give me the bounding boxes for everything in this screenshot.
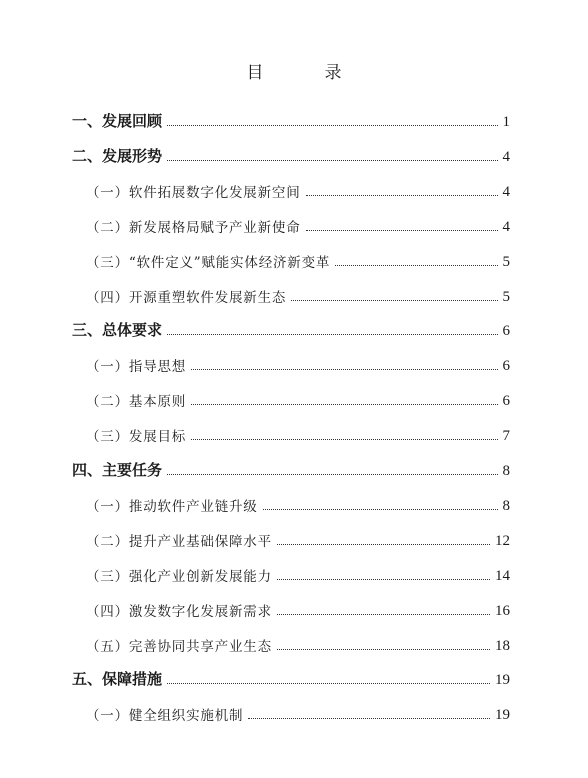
toc-chapter-entry[interactable] [72,107,510,131]
toc-entry-label: 四、主要任务 [72,461,163,479]
toc-chapter-entry[interactable] [72,665,510,689]
toc-page-number: 19 [495,672,510,689]
toc-section-entry[interactable] [86,351,510,375]
dot-leader [291,299,497,301]
dot-leader [167,124,497,126]
dot-leader [306,194,498,196]
toc-entry-label: （二）提升产业基础保障水平 [86,533,272,550]
toc-page-number: 6 [502,358,510,375]
toc-entry-label: （一）健全组织实施机制 [86,708,244,725]
dot-leader [191,368,497,370]
toc-section-entry[interactable] [86,526,510,550]
toc-section-entry[interactable] [86,177,510,201]
toc-entry-label: （三）“软件定义”赋能实体经济新变革 [86,254,331,271]
toc-section-entry[interactable] [86,386,510,410]
dot-leader [191,438,497,440]
toc-entry-label: （四）开源重塑软件发展新生态 [86,289,287,306]
toc-page-number: 4 [502,148,510,165]
toc-section-entry[interactable] [86,247,510,271]
toc-section-entry[interactable] [86,282,510,306]
dot-leader [167,333,497,335]
toc-entry-label: 一、发展回顾 [72,112,163,130]
toc-page-number: 6 [502,393,510,410]
toc-entry-label: 二、发展形势 [72,146,163,165]
toc-page-number: 12 [495,532,510,549]
dot-leader [167,473,497,475]
toc-section-entry[interactable] [86,421,510,445]
toc-page-number: 16 [495,602,510,619]
toc-entry-label: （四）激发数字化发展新需求 [86,603,272,620]
dot-leader [306,229,498,231]
toc-title: 目 录 [246,63,364,83]
toc-entry-label: （一）推动软件产业链升级 [86,498,258,515]
toc-entry-label: 三、总体要求 [72,321,163,340]
toc-page-number: 8 [502,463,510,479]
toc-section-entry[interactable] [86,700,510,724]
toc-section-entry[interactable] [86,491,510,515]
toc-chapter-entry[interactable] [72,316,510,340]
toc-page-number: 7 [502,428,510,445]
toc-entry-label: （二）新发展格局赋予产业新使命 [86,219,301,236]
dot-leader [277,578,490,580]
dot-leader [167,682,490,684]
toc-section-entry[interactable] [86,596,510,620]
toc-entry-label: （三）强化产业创新发展能力 [86,568,272,585]
dot-leader [191,403,497,405]
toc-entry-label: 五、保障措施 [72,670,163,689]
toc-page-number: 4 [502,183,510,200]
toc-entry-label: （二）基本原则 [86,394,187,411]
toc-page-number: 18 [495,637,510,654]
toc-section-entry[interactable] [86,631,510,655]
dot-leader [248,717,490,719]
toc-page-number: 19 [495,707,510,724]
toc-page-number: 5 [502,288,510,305]
toc-entry-label: （一）软件拓展数字化发展新空间 [86,184,301,201]
dot-leader [335,264,497,266]
toc-page-number: 6 [502,323,510,340]
toc-entry-label: （一）指导思想 [86,359,187,376]
dot-leader [263,508,498,510]
toc-page-number: 1 [502,114,510,130]
dot-leader [167,159,497,161]
toc-chapter-entry[interactable] [72,456,510,480]
toc-page-number: 4 [502,218,510,235]
dot-leader [277,613,490,615]
toc-section-entry[interactable] [86,212,510,236]
dot-leader [277,543,490,545]
toc-chapter-entry[interactable] [72,142,510,166]
toc-page-number: 8 [502,497,510,514]
toc-entry-label: （三）发展目标 [86,429,187,446]
toc-page-number: 5 [502,253,510,270]
toc-entry-label: （五）完善协同共享产业生态 [86,638,272,655]
toc-page-number: 14 [495,567,510,584]
dot-leader [277,648,490,650]
toc-section-entry[interactable] [86,561,510,585]
